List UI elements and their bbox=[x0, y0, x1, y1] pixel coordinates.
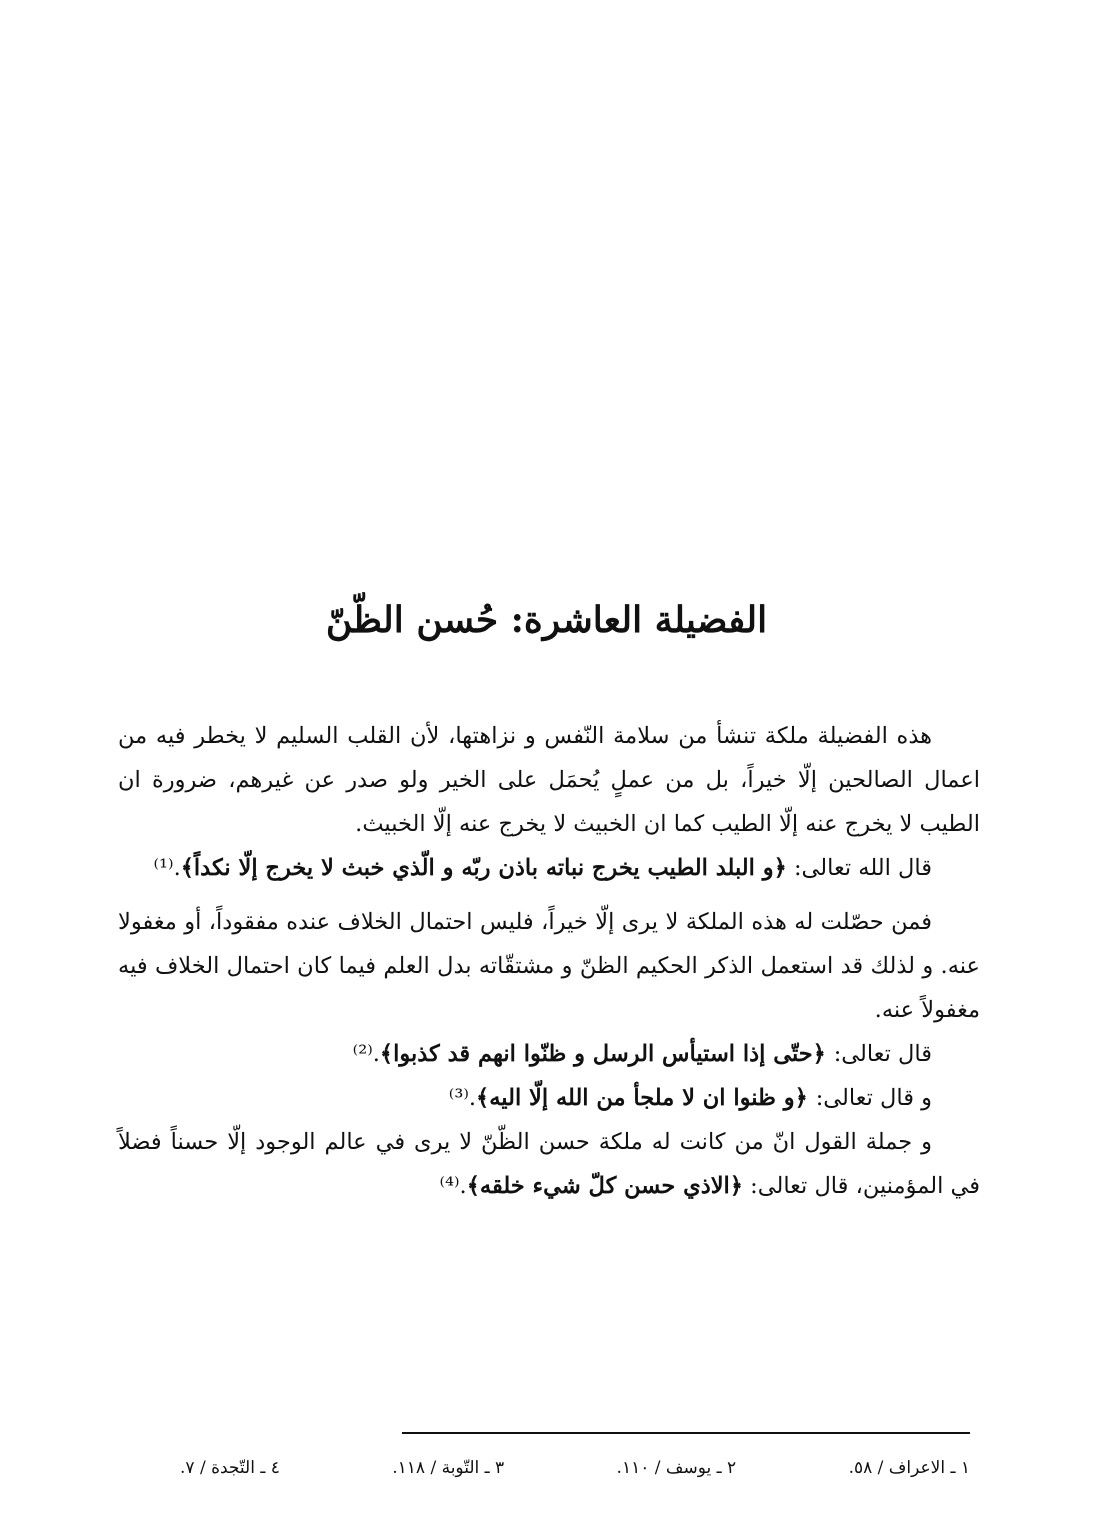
footnote-3: ٣ ـ التّوبة / ١١٨. bbox=[392, 1458, 505, 1478]
paragraph-1: هذه الفضيلة ملكة تنشأ من سلامة النّفس و نزاهتها، لأن القلب السليم لا يخطر فيه من اعمال الصالحين إلّا خيراً، بل من عملٍ يُحمَل على الخير ولو صدر عن غيرهم، ضرورة ان الطيب لا يخرج عنه إلّا الطيب كما ان الخبيث لا يخرج عنه إلّا الخبيث. bbox=[118, 723, 980, 837]
footnote-ref: .⁽⁴⁾ bbox=[439, 1173, 467, 1199]
footnote-divider bbox=[402, 1432, 970, 1434]
quote-intro: و قال تعالى: bbox=[815, 1085, 932, 1111]
footnotes bbox=[180, 1453, 970, 1483]
footnote-ref: .⁽²⁾ bbox=[352, 1041, 380, 1067]
paragraph-3: فمن حصّلت له هذه الملكة لا يرى إلّا خيراً، فليس احتمال الخلاف عنده مفقوداً، أو مغفولا عنه. و لذلك قد استعمل الذكر الحكيم الظنّ و مشتقّاته بدل العلم فيما كان احتمال الخلاف فيه مغفولاً عنه. bbox=[118, 909, 980, 1023]
footnote-1: ١ ـ الاعراف / ٥٨. bbox=[848, 1458, 970, 1478]
chapter-title: الفضيلة العاشرة: حُسن الظّنّ bbox=[325, 599, 768, 641]
quran-quote: ﴿حتّى إذا استيأس الرسل و ظنّوا انهم قد كذبوا﴾ bbox=[379, 1041, 826, 1067]
quote-line-1 bbox=[118, 1032, 980, 1076]
paragraph-2 bbox=[118, 846, 980, 890]
quote-intro: قال تعالى: bbox=[833, 1041, 932, 1067]
quran-quote: ﴿و البلد الطيب يخرج نباته باذن ربّه و الّذي خبث لا يخرج إلّا نكداً﴾ bbox=[180, 855, 787, 881]
quran-quote: ﴿الاذي حسن كلّ شيء خلقه﴾ bbox=[466, 1173, 743, 1199]
body-text bbox=[118, 714, 980, 1208]
footnote-4: ٤ ـ التّجدة / ٧. bbox=[180, 1458, 280, 1478]
footnote-2: ٢ ـ يوسف / ١١٠. bbox=[616, 1458, 737, 1478]
quote-intro: قال الله تعالى: bbox=[793, 855, 932, 881]
footnote-ref: .⁽¹⁾ bbox=[153, 855, 181, 881]
footnote-ref: .⁽³⁾ bbox=[448, 1085, 477, 1111]
quote-line-2 bbox=[118, 1076, 980, 1120]
paragraph-4 bbox=[118, 1120, 980, 1208]
quran-quote: ﴿و ظنوا ان لا ملجأ من الله إلّا اليه﴾ bbox=[476, 1085, 808, 1111]
paragraph-4-text: و جملة القول انّ من كانت له ملكة حسن الظّنّ لا يرى في عالم الوجود إلّا حسناً فضلاً في المؤمنين، قال تعالى: bbox=[118, 1129, 980, 1199]
